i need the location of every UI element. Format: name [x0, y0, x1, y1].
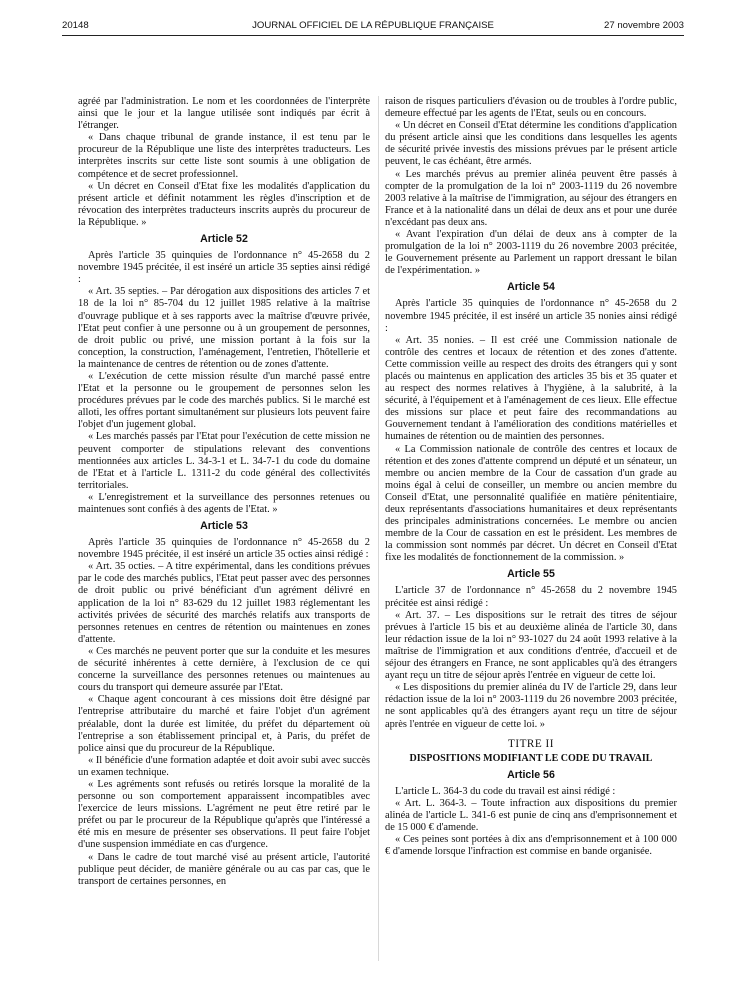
page-header	[62, 18, 684, 34]
paragraph: « Art. 37. – Les dispositions sur le retrait des titres de séjour prévues à l'article 15 bis et au deuxième alinéa de l'article 30, dans leur rédaction issue de la loi n° 93-1027 du 24 août 1993 relative à la maîtrise de l'immigration et aux conditions d'entrée, d'accueil et de séjour des étrangers en France, ne sont applicables qu'à des étrangers ayant reçu un titre de séjour après l'entrée en vigueur de cette loi.	[385, 609, 677, 682]
paragraph: « Les marchés prévus au premier alinéa peuvent être passés à compter de la promulgation de la loi n° 2003-1119 du 26 novembre 2003 relative à la maîtrise de l'immigration, au séjour des étrangers en France et à la nationalité dans un délai de deux ans et pour une durée n'excédant pas deux ans.	[385, 168, 677, 228]
article-56-heading: Article 56	[507, 768, 555, 781]
right-column	[385, 96, 677, 858]
article-55-heading: Article 55	[507, 568, 555, 581]
page-number: 20148	[62, 20, 89, 31]
left-column	[78, 96, 370, 888]
paragraph: « Art. 35 nonies. – Il est créé une Commission nationale de contrôle des centres et locaux de rétention et des zones d'attente. Cette commission veille au respect des droits des étrangers qui y sont placés ou maintenus en application des articles 35 bis et 35 quater et au respect des normes relatives à l'hygiène, à la salubrité, à la sécurité, à l'équipement et à l'aménagement de ces lieux. Elle effectue des missions sur place et peut faire des recommandations au Gouvernement tendant à l'amélioration des conditions matérielles et humaines de rétention ou de maintien des personnes.	[385, 334, 677, 443]
paragraph: « L'enregistrement et la surveillance des personnes retenues ou maintenues sont confiés à des agents de l'Etat. »	[78, 491, 370, 515]
issue-date: 27 novembre 2003	[603, 20, 684, 31]
titre-subheading: DISPOSITIONS MODIFIANT LE CODE DU TRAVAIL	[409, 752, 653, 764]
paragraph: « Un décret en Conseil d'Etat fixe les modalités d'application du présent article et définit notamment les règles d'inscription et de révocation des interprètes traducteurs inscrits auprès du procureur de la République. »	[78, 180, 370, 228]
article-54-heading: Article 54	[507, 281, 555, 294]
journal-title: JOURNAL OFFICIEL DE LA RÉPUBLIQUE FRANÇAISE	[252, 20, 494, 31]
column-divider	[378, 96, 379, 961]
paragraph: « Avant l'expiration d'un délai de deux ans à compter de la promulgation de la loi n° 2003-1119 du 26 novembre 2003 précitée, le Gouvernement présente au Parlement un rapport dressant le bilan de l'expérimentation. »	[385, 229, 677, 277]
paragraph: « Art. 35 septies. – Par dérogation aux dispositions des articles 7 et 18 de la loi n° 85-704 du 12 juillet 1985 relative à la maîtrise d'ouvrage publique et à ses rapports avec la maîtrise d'œuvre privée, l'Etat peut confier à une personne ou à un groupement de personnes, de droit public ou privé, une mission portant à la fois sur la conception, la construction, l'aménagement, l'entretien, l'hôtellerie et la maintenance de centres de rétention ou de zones d'attente.	[78, 286, 370, 370]
paragraph: « Il bénéficie d'une formation adaptée et doit avoir subi avec succès un examen technique.	[78, 754, 370, 778]
paragraph: Après l'article 35 quinquies de l'ordonnance n° 45-2658 du 2 novembre 1945 précitée, il est inséré un article 35 octies ainsi rédigé :	[78, 537, 370, 561]
paragraph: « Art. L. 364-3. – Toute infraction aux dispositions du premier alinéa de l'article L. 341-6 est punie de cinq ans d'emprisonnement et de 15 000 € d'amende.	[385, 797, 677, 833]
paragraph: agréé par l'administration. Le nom et les coordonnées de l'interprète ainsi que le jour et la langue utilisée sont indiqués par écrit à l'étranger.	[78, 96, 370, 132]
titre-heading: TITRE II	[508, 737, 554, 750]
paragraph: « Chaque agent concourant à ces missions doit être désigné par l'entreprise attributaire du marché et faire l'objet d'un agrément préalable, dont la durée est limitée, du préfet du département où l'entreprise a son établissement principal et, à Paris, du préfet de police ainsi que du procureur de la République.	[78, 694, 370, 754]
paragraph: « Les marchés passés par l'Etat pour l'exécution de cette mission ne peuvent comporter de stipulations relevant des conventions mentionnées aux articles L. 34-3-1 et L. 34-7-1 du code du domaine de l'Etat et à l'article L. 1311-2 du code général des collectivités territoriales.	[78, 431, 370, 491]
paragraph: « Dans chaque tribunal de grande instance, il est tenu par le procureur de la République une liste des interprètes traducteurs. Les interprètes inscrits sur cette liste sont soumis à une obligation de compétence et de secret professionnel.	[78, 132, 370, 180]
header-rule	[62, 35, 684, 36]
paragraph: Après l'article 35 quinquies de l'ordonnance n° 45-2658 du 2 novembre 1945 précitée, il est inséré un article 35 nonies ainsi rédigé :	[385, 298, 677, 334]
article-53-heading: Article 53	[200, 520, 248, 533]
paragraph: L'article 37 de l'ordonnance n° 45-2658 du 2 novembre 1945 précitée est ainsi rédigé :	[385, 585, 677, 609]
paragraph: « Un décret en Conseil d'Etat détermine les conditions d'application du présent article ainsi que les conditions dans lesquelles les agents de sécurité privée investis des missions prévues par le présent article peuvent, le cas échéant, être armés.	[385, 120, 677, 168]
paragraph: Après l'article 35 quinquies de l'ordonnance n° 45-2658 du 2 novembre 1945 précitée, il est inséré un article 35 septies ainsi rédigé :	[78, 250, 370, 286]
paragraph: « Dans le cadre de tout marché visé au présent article, l'autorité publique peut décider, de manière générale ou au cas par cas, que le transport de certaines personnes, en	[78, 851, 370, 887]
paragraph: raison de risques particuliers d'évasion ou de troubles à l'ordre public, demeure effectué par les agents de l'Etat, seuls ou en concours.	[385, 96, 677, 120]
paragraph: « Art. 35 octies. – A titre expérimental, dans les conditions prévues par le code des marchés publics, l'Etat peut passer avec des personnes de droit public ou privé bénéficiant d'un agrément délivré en application de la loi n° 83-629 du 12 juillet 1983 réglementant les activités privées de sécurité des marchés relatifs aux transports de personnes retenues en centres de rétention ou maintenues en zones d'attente.	[78, 561, 370, 645]
paragraph: « Les dispositions du premier alinéa du IV de l'article 29, dans leur rédaction issue de la loi n° 2003-1119 du 26 novembre 2003 précitée, ne sont applicables qu'à des étrangers ayant reçu un titre de séjour après l'entrée en vigueur de cette loi. »	[385, 682, 677, 730]
paragraph: « Ces peines sont portées à dix ans d'emprisonnement et à 100 000 € d'amende lorsque l'infraction est commise en bande organisée.	[385, 833, 677, 858]
paragraph: « L'exécution de cette mission résulte d'un marché passé entre l'Etat et la personne ou le groupement de personnes selon les procédures prévues par le code des marchés publics. Si le marché est alloti, les offres portant simultanément sur plusieurs lots peuvent faire l'objet d'un jugement global.	[78, 370, 370, 431]
paragraph: L'article L. 364-3 du code du travail est ainsi rédigé :	[395, 785, 616, 797]
paragraph: « Les agréments sont refusés ou retirés lorsque la moralité de la personne ou son comportement apparaissent incompatibles avec l'exercice de leurs missions. L'agrément ne peut être retiré par le préfet ou par le procureur de la République qu'après que l'intéressé a été mis en mesure de présenter ses observations. Il peut faire l'objet d'une suspension immédiate en cas d'urgence.	[78, 778, 370, 851]
paragraph: « La Commission nationale de contrôle des centres et locaux de rétention et des zones d'attente comprend un député et un sénateur, un membre ou ancien membre de la Cour de cassation d'un grade au moins égal à celui de conseiller, un membre ou ancien membre du Conseil d'Etat, une personnalité qualifiée en matière pénitentiaire, deux représentants d'associations humanitaires et deux représentants des principales administrations concernées. Le membre ou ancien membre de la Cour de cassation en est le président. Les membres de la commission sont nommés par décret. Un décret en Conseil d'Etat fixe les modalités de fonctionnement de la commission. »	[385, 443, 677, 564]
paragraph: « Ces marchés ne peuvent porter que sur la conduite et les mesures de sécurité inhérentes à cette dernière, à l'exclusion de ce qui concerne la surveillance des personnes retenues ou maintenues au cours du transport qui demeure assurée par l'Etat.	[78, 645, 370, 694]
article-52-heading: Article 52	[200, 233, 248, 246]
